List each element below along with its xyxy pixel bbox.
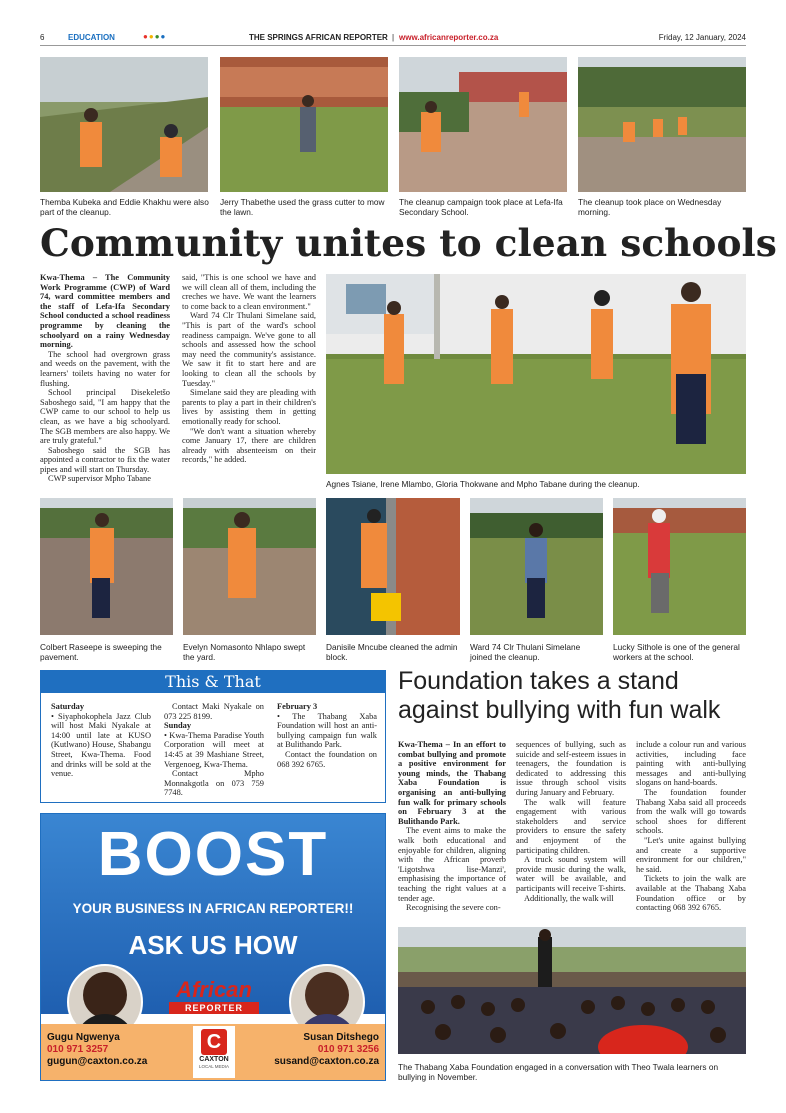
main-paragraph: Saboshego said the SGB has appointed a contractor to fix the water pipes and will start on Thursday. [40, 445, 170, 474]
top-caption-3: The cleanup campaign took place at Lefa-Ifa Secondary School. [399, 197, 563, 217]
top-caption-4: The cleanup took place on Wednesday morning. [578, 197, 722, 217]
event-text: • The Thabang Xaba Foundation will host an anti-bullying campaign fun walk at Bulithando Park. [277, 711, 377, 750]
photo-foundation-learners [398, 927, 746, 1054]
main-paragraph: said, "This is one school we have and we will clean all of them, including the creches we have. We want the learners to come back to a clean environment." [182, 273, 316, 311]
event-text: Contact Maki Nyakale on 073 225 8199. [164, 702, 264, 721]
event-day: Sunday [164, 721, 192, 731]
foundation-paragraph: Tickets to join the walk are available at the Thabang Xaba Foundation office or by contacting 068 392 6765. [636, 874, 746, 913]
this-and-that-col3 [277, 702, 377, 769]
contact-name: Susan Ditshego [303, 1032, 379, 1043]
caxton-icon: C [201, 1029, 227, 1055]
main-paragraph: Simelane said they are pleading with parents to play a part in their children's lives by assisting them in getting emotionally ready for school. [182, 388, 316, 426]
main-article-col1 [40, 273, 170, 484]
big-photo-caption: Agnes Tsiane, Irene Mlambo, Gloria Thokwane and Mpho Tabane during the cleanup. [326, 479, 640, 489]
event-text: • Siyaphokophela Jazz Club will host Maki Nyakale at 14:00 until late at KUSO (Kutlwano) House, Shabangu Street, Kwa-Thema. Food and drinks will be sold at the venue. [51, 711, 151, 779]
main-paragraph: CWP supervisor Mpho Tabane [48, 474, 151, 484]
top-caption-2: Jerry Thabethe used the grass cutter to mow the lawn. [220, 197, 385, 217]
contact-name: Gugu Ngwenya [47, 1032, 120, 1043]
advert-headline: BOOST [97, 820, 329, 889]
contact-email[interactable]: susand@caxton.co.za [274, 1056, 379, 1067]
foundation-lead: Kwa-Thema – In an effort to combat bullying and promote a positive environment for young minds, the Thabang Xaba Foundation is organising an anti-bullying fun walk for primary schools on February 3 at the Bulithando Park. [398, 740, 506, 826]
photo-raseepe [40, 498, 173, 635]
section-label: EDUCATION [68, 33, 115, 42]
foundation-headline-line1: Foundation takes a stand [398, 667, 679, 695]
bottom-caption-5: Lucky Sithole is one of the general workers at the school. [613, 642, 740, 662]
photo-wednesday-morning [578, 57, 746, 192]
bottom-caption-3: Danisile Mncube cleaned the admin block. [326, 642, 458, 662]
advert-subline: YOUR BUSINESS IN AFRICAN REPORTER!! [72, 901, 354, 916]
photo-sithole [613, 498, 746, 635]
foundation-paragraph: "Let's unite against bullying and create a supportive environment for our children," he said. [636, 835, 746, 874]
african-reporter-logo [169, 978, 259, 1016]
bottom-caption-1: Colbert Raseepe is sweeping the pavement. [40, 642, 162, 662]
event-day: February 3 [277, 702, 318, 711]
photo-kubeka-khakhu [40, 57, 208, 192]
main-lead: Kwa-Thema – The Community Work Programme (CWP) of Ward 74, ward committee members and the staff of Lefa-Ifa Secondary School conducted a school readiness programme by cleaning the schoolyard on a rainy Wednesday morning. [40, 273, 170, 350]
this-and-that-col1 [51, 702, 151, 779]
photo-cleanup-group [326, 274, 746, 474]
photo-grass-cutter [220, 57, 388, 192]
main-article-col2 [182, 273, 316, 465]
foundation-col3 [636, 740, 746, 913]
header-separator: | [392, 33, 395, 42]
page-header [40, 33, 746, 45]
caxton-name: CAXTON [199, 1056, 229, 1063]
this-and-that-col2 [164, 702, 264, 798]
logo-top: African [176, 977, 252, 1002]
foundation-paragraph: sequences of bullying, such as suicide and self-esteem issues in teenagers, the foundation is dedicated to addressing this issue through school visits during January and February. [516, 740, 626, 797]
caxton-sub: LOCAL MEDIA [198, 1064, 230, 1069]
foundation-headline [398, 667, 748, 725]
main-paragraph: School principal Disekeletšo Saboshego said, "I am happy that the CWP came to our school to help us clean, as we have a big schoolyard. The SGB members are also happy. We are truly grateful." [40, 388, 170, 446]
top-caption-1: Themba Kubeka and Eddie Khakhu were also part of the cleanup. [40, 197, 209, 217]
bottom-caption-2: Evelyn Nomasonto Nhlapo swept the yard. [183, 642, 306, 662]
foundation-col1 [398, 740, 506, 913]
photo-mncube [326, 498, 460, 635]
foundation-col2 [516, 740, 626, 903]
contact-phone: 010 971 3257 [47, 1044, 109, 1055]
boost-advert[interactable] [40, 813, 386, 1081]
photo-campaign-lefa-ifa [399, 57, 567, 192]
caxton-logo [193, 1026, 235, 1078]
event-day: Saturday [51, 702, 85, 711]
this-and-that-box [40, 670, 386, 803]
foundation-paragraph: Recognising the severe con- [406, 903, 501, 913]
main-headline: Community unites to clean schools [40, 221, 777, 265]
main-paragraph: The school had overgrown grass and weeds on the pavement, with the learners' toilets having no water for flushing. [40, 349, 170, 388]
page-number: 6 [40, 33, 45, 42]
publication-name: THE SPRINGS AFRICAN REPORTER [249, 33, 388, 42]
foundation-paragraph: The event aims to make the walk both educational and enjoyable for children, aligning with the African proverb 'Ligotshwa lise-Manzi', emphasising the importance of teaching the right values at a tender age. [398, 826, 506, 903]
advert-cta[interactable]: ASK US HOW [128, 930, 298, 960]
foundation-paragraph: Additionally, the walk will [524, 893, 614, 903]
main-paragraph: "We don't want a situation whereby come January 17, there are children already with absenteeism on their records," he added. [182, 426, 316, 465]
foundation-paragraph: The foundation founder Thabang Xaba said all proceeds from the walk will go towards school shoes for different schools. [636, 787, 746, 836]
contact-susan[interactable] [257, 1032, 379, 1068]
event-text: Contact Mpho Monnakgotla on 073 759 7748. [164, 769, 264, 798]
issue-date: Friday, 12 January, 2024 [658, 33, 746, 42]
foundation-paragraph: A truck sound system will provide music during the walk, water will be available, and participants will receive T-shirts. [516, 855, 626, 893]
foundation-headline-line2: against bullying with fun walk [398, 696, 721, 724]
main-paragraph: Ward 74 Clr Thulani Simelane said, "This is part of the ward's school readiness campaign. We've gone to all schools and assessed how the school may need the community's assistance. We saw it fit to start here and are looking to clean all the schools by Tuesday." [182, 311, 316, 388]
this-and-that-title: This & That [41, 671, 385, 693]
contact-phone: 010 971 3256 [317, 1044, 379, 1055]
photo-simelane [470, 498, 603, 635]
foundation-photo-caption: The Thabang Xaba Foundation engaged in a conversation with Theo Twala learners on bullying in November. [398, 1062, 719, 1082]
logo-bottom: REPORTER [169, 1002, 259, 1014]
foundation-paragraph: The walk will feature engagement with various stakeholders and service providers to ensure the safety and enjoyment of the participating children. [516, 797, 626, 855]
website-link[interactable]: www.africanreporter.co.za [399, 33, 499, 42]
photo-nhlapo [183, 498, 316, 635]
bottom-caption-4: Ward 74 Clr Thulani Simelane joined the cleanup. [470, 642, 581, 662]
foundation-paragraph: include a colour run and various activities, including face painting with anti-bullying messages and anti-bullying slogans on hand-boards. [636, 740, 746, 788]
header-rule [40, 45, 746, 46]
event-text: Contact the foundation on 068 392 6765. [277, 749, 377, 769]
event-text: • Kwa-Thema Paradise Youth Corporation will meet at 14:45 at 39 Mashiane Street, Vergenoeg, Kwa-Thema. [164, 730, 264, 769]
contact-gugu[interactable] [47, 1032, 172, 1068]
contact-email[interactable]: gugun@caxton.co.za [47, 1056, 148, 1067]
decor-dots: ●●●● [143, 32, 167, 41]
